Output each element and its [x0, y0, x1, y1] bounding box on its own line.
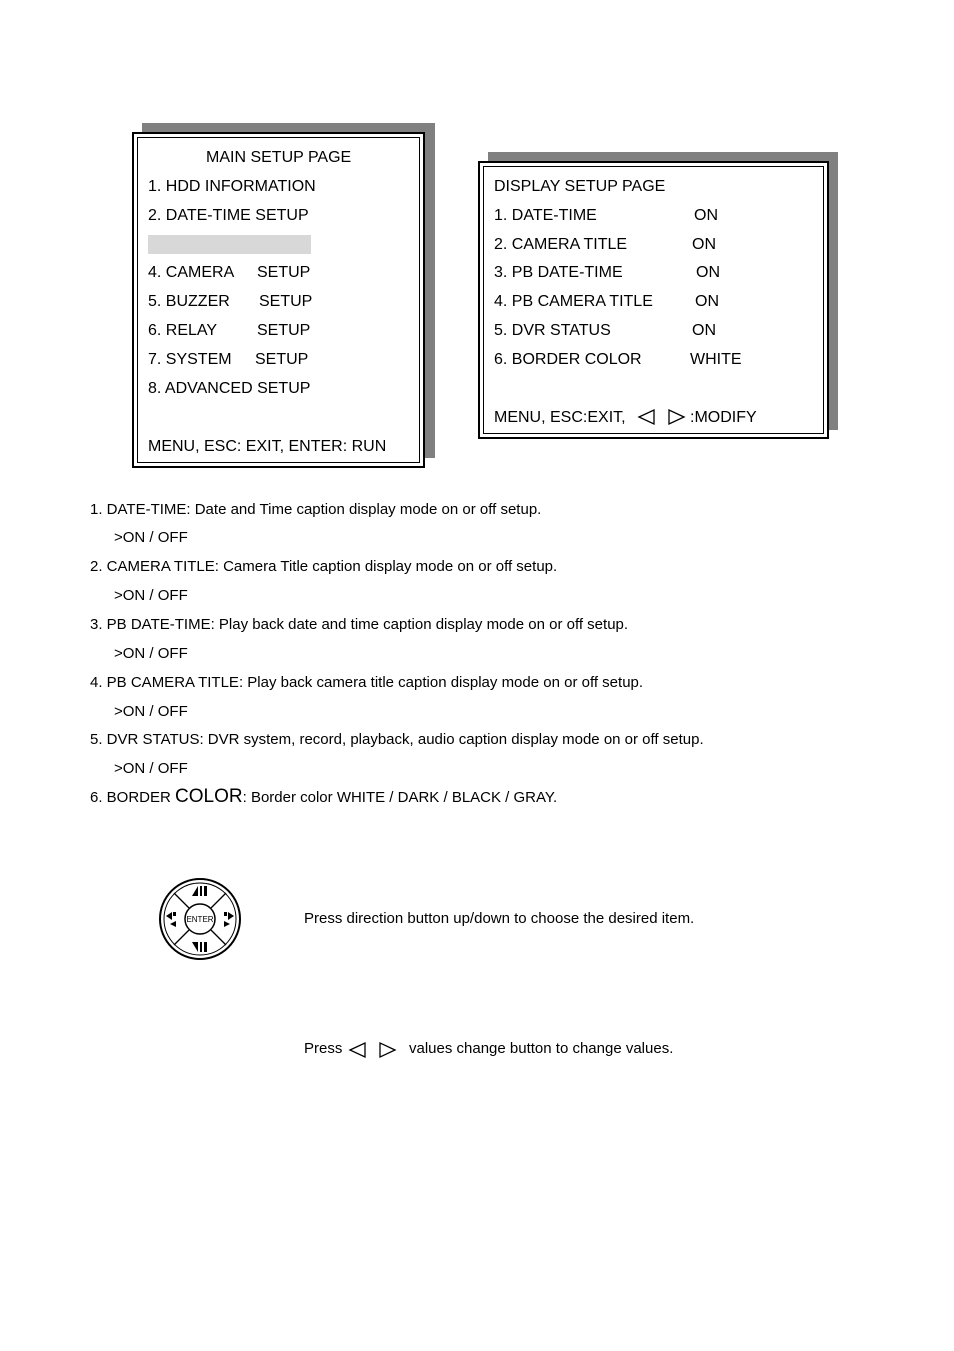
main-menu-item-7-setup: SETUP — [255, 351, 309, 368]
display-item-5-value[interactable]: ON — [692, 322, 716, 339]
display-item-1-value[interactable]: ON — [694, 207, 718, 224]
display-item-6-value[interactable]: WHITE — [690, 351, 742, 368]
instruction-up-down: Press direction button up/down to choose the desired item. — [304, 910, 695, 927]
display-item-3-value[interactable]: ON — [696, 264, 720, 281]
desc-5-option: >ON / OFF — [114, 760, 188, 777]
display-menu-footer-left: MENU, ESC:EXIT, — [494, 409, 626, 426]
main-menu-footer: MENU, ESC: EXIT, ENTER: RUN — [148, 438, 387, 455]
left-arrow-icon — [348, 1041, 368, 1059]
main-menu-item-6[interactable]: 6. RELAY — [148, 322, 218, 339]
display-item-2-value[interactable]: ON — [692, 236, 716, 253]
main-menu-item-6-setup: SETUP — [257, 322, 311, 339]
desc-4: 4. PB CAMERA TITLE: Play back camera title caption display mode on or off setup. — [90, 674, 644, 691]
instruction-change-values: values change button to change values. — [409, 1040, 674, 1057]
enter-label: ENTER — [186, 915, 214, 924]
main-menu-item-8[interactable]: 8. ADVANCED SETUP — [148, 380, 311, 397]
main-menu-item-5-setup: SETUP — [259, 293, 313, 310]
desc-1-option: >ON / OFF — [114, 529, 188, 546]
display-item-4-label[interactable]: 4. PB CAMERA TITLE — [494, 293, 653, 310]
display-menu-box — [478, 161, 829, 439]
desc-6 — [90, 788, 557, 807]
main-menu-item-4-setup: SETUP — [257, 264, 311, 281]
main-menu-item-1[interactable]: 1. HDD INFORMATION — [148, 178, 316, 195]
desc-3: 3. PB DATE-TIME: Play back date and time caption display mode on or off setup. — [90, 616, 629, 633]
display-menu-footer-right: :MODIFY — [690, 409, 757, 426]
direction-pad-icon — [158, 876, 242, 962]
desc-6-suffix: : Border color WHITE / DARK / BLACK / GRAY. — [242, 789, 558, 806]
main-menu-item-5[interactable]: 5. BUZZER — [148, 293, 230, 310]
right-arrow-icon — [377, 1041, 397, 1059]
main-menu-item-3-selected[interactable] — [148, 235, 311, 254]
display-item-3-label[interactable]: 3. PB DATE-TIME — [494, 264, 623, 281]
main-menu-item-2[interactable]: 2. DATE-TIME SETUP — [148, 207, 309, 224]
instruction-press: Press — [304, 1040, 343, 1057]
display-item-4-value[interactable]: ON — [695, 293, 719, 310]
main-menu-item-7[interactable]: 7. SYSTEM — [148, 351, 232, 368]
main-menu-title: MAIN SETUP PAGE — [206, 149, 352, 166]
desc-1: 1. DATE-TIME: Date and Time caption display mode on or off setup. — [90, 501, 542, 518]
desc-6-prefix: 6. BORDER — [90, 789, 176, 806]
desc-4-option: >ON / OFF — [114, 703, 188, 720]
desc-3-option: >ON / OFF — [114, 645, 188, 662]
desc-2: 2. CAMERA TITLE: Camera Title caption display mode on or off setup. — [90, 558, 558, 575]
main-menu-box — [132, 132, 425, 468]
display-item-6-label[interactable]: 6. BORDER COLOR — [494, 351, 642, 368]
display-item-5-label[interactable]: 5. DVR STATUS — [494, 322, 611, 339]
desc-2-option: >ON / OFF — [114, 587, 188, 604]
display-item-2-label[interactable]: 2. CAMERA TITLE — [494, 236, 628, 253]
desc-6-color-word: COLOR — [175, 786, 243, 807]
left-arrow-icon — [637, 408, 657, 426]
display-menu-title: DISPLAY SETUP PAGE — [494, 178, 666, 195]
display-item-1-label[interactable]: 1. DATE-TIME — [494, 207, 597, 224]
right-arrow-icon — [666, 408, 686, 426]
main-menu-item-4[interactable]: 4. CAMERA — [148, 264, 235, 281]
desc-5: 5. DVR STATUS: DVR system, record, playback, audio caption display mode on or off setup. — [90, 731, 704, 748]
